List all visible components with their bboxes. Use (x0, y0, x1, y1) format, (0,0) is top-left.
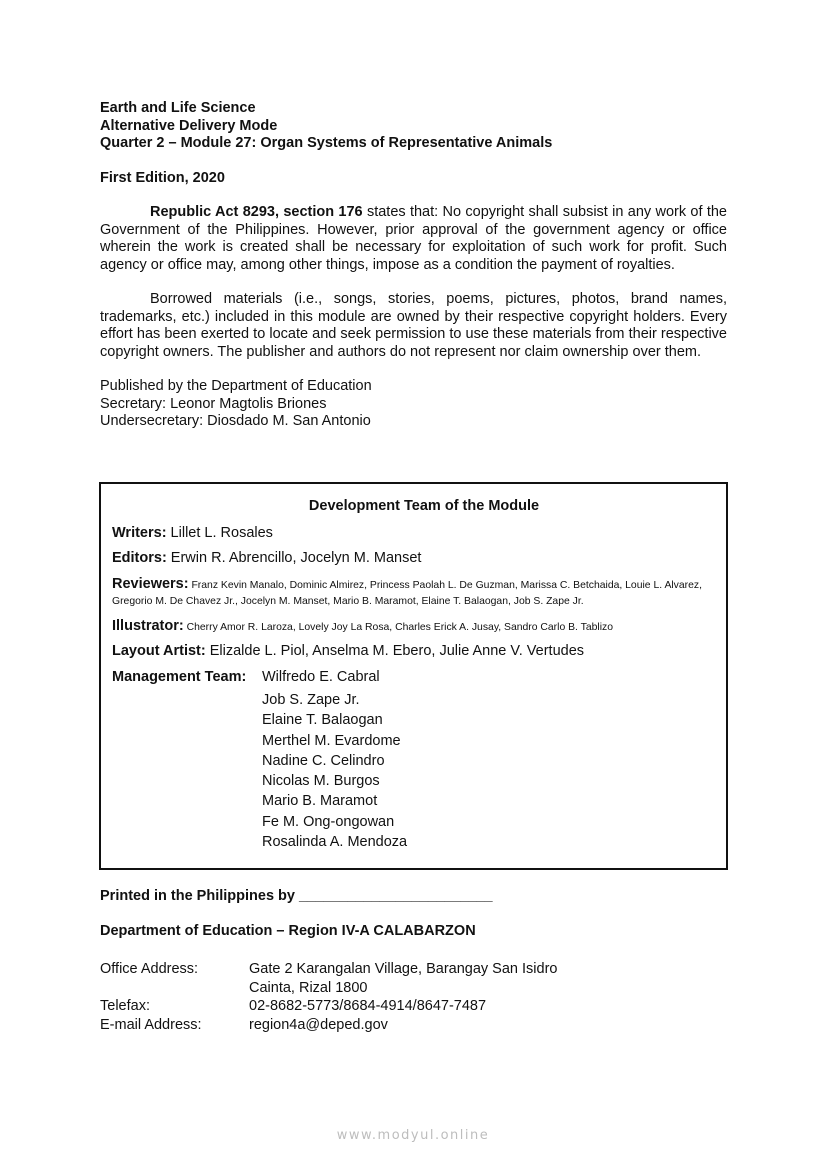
title-block (100, 100, 727, 153)
email-value[interactable]: region4a@deped.gov (249, 1016, 388, 1033)
management-member: Job S. Zape Jr. (262, 692, 360, 708)
office-address-row-2 (100, 979, 557, 998)
editors-names: Erwin R. Abrencillo, Jocelyn M. Manset (166, 550, 422, 566)
contact-block (100, 960, 557, 1034)
subject-title: Earth and Life Science (100, 100, 256, 116)
reviewers-row (112, 577, 716, 609)
illustrator-label: Illustrator: (112, 617, 184, 634)
copyright-text: states that: No copyright shall subsist in any work of the Government of the Philippines. However, prior approval of the government agency or office wherein the work is created shall be necessary for exploitation of such work for profit. Such agency or office may, among other things, impose as a condition the payment of royalties. (100, 204, 727, 273)
illustrator-row (112, 618, 716, 636)
office-address-row (100, 960, 557, 979)
management-member: Fe M. Ong-ongowan (262, 813, 395, 830)
layout-artist-names: Elizalde L. Piol, Anselma M. Ebero, Julie Anne V. Vertudes (205, 643, 585, 659)
edition: First Edition, 2020 (100, 169, 225, 186)
editors-label: Editors: (112, 550, 167, 566)
management-label: Management Team: (112, 668, 247, 685)
published-by: Published by the Department of Education (100, 378, 372, 394)
publisher-block (100, 378, 727, 431)
office-address-line2: Cainta, Rizal 1800 (249, 979, 368, 996)
management-list (262, 669, 407, 853)
office-address-line1: Gate 2 Karangalan Village, Barangay San Isidro (249, 961, 558, 977)
email-row (100, 1016, 557, 1035)
illustrator-names: Cherry Amor R. Laroza, Lovely Joy La Rosa, Charles Erick A. Jusay, Sandro Carlo B. Tablizo (183, 621, 613, 633)
management-member: Wilfredo E. Cabral (262, 668, 380, 685)
copyright-paragraph (100, 204, 727, 274)
management-member: Mario B. Maramot (262, 793, 378, 810)
page-content (100, 100, 727, 431)
delivery-mode: Alternative Delivery Mode (100, 117, 278, 134)
region-office: Department of Education – Region IV-A CALABARZON (100, 923, 476, 939)
office-address-label: Office Address: (100, 961, 199, 977)
watermark-text: www.modyul.online (336, 1128, 490, 1143)
management-member: Elaine T. Balaogan (262, 712, 383, 729)
writers-row (112, 525, 716, 543)
undersecretary: Undersecretary: Diosdado M. San Antonio (100, 413, 371, 429)
writers-names: Lillet L. Rosales (166, 524, 273, 541)
reviewers-label: Reviewers: (112, 575, 189, 592)
email-label: E-mail Address: (100, 1016, 202, 1033)
telefax-label: Telefax: (100, 998, 150, 1014)
telefax-row (100, 997, 557, 1016)
management-team-row (112, 669, 716, 853)
borrowed-materials-paragraph: Borrowed materials (i.e., songs, stories, poems, pictures, photos, brand names, trademarks, etc.) included in this module are owned by their respective copyright holders. Every effort has been exerted to locate and seek permission to use these materials from their respective copyright owners. The publisher and authors do not represent nor claim ownership over them. (100, 291, 727, 360)
management-member: Rosalinda A. Mendoza (262, 834, 408, 851)
management-member: Nicolas M. Burgos (262, 773, 380, 790)
module-title: Quarter 2 – Module 27: Organ Systems of Representative Animals (100, 135, 553, 151)
development-team-box (99, 482, 728, 870)
copyright-law: Republic Act 8293, section 176 (150, 204, 363, 220)
reviewers-names: Franz Kevin Manalo, Dominic Almirez, Princess Paolah L. De Guzman, Marissa C. Betchaida, Louie L. Alvarez, Gregorio M. De Chavez Jr., Jocelyn M. Manset, Mario B. Maramot, Elaine T. Balaogan, Job S. Zape Jr. (112, 579, 702, 607)
team-heading: Development Team of the Module (308, 498, 540, 514)
secretary: Secretary: Leonor Magtolis Briones (100, 395, 327, 412)
editors-row (112, 550, 716, 568)
telefax-value: 02-8682-5773/8684-4914/8647-7487 (249, 998, 487, 1014)
printed-by: Printed in the Philippines by ________________________ (100, 888, 493, 904)
writers-label: Writers: (112, 524, 167, 541)
management-member: Nadine C. Celindro (262, 752, 385, 769)
layout-artist-label: Layout Artist: (112, 643, 206, 659)
layout-artist-row (112, 643, 716, 661)
management-member: Merthel M. Evardome (262, 732, 401, 749)
